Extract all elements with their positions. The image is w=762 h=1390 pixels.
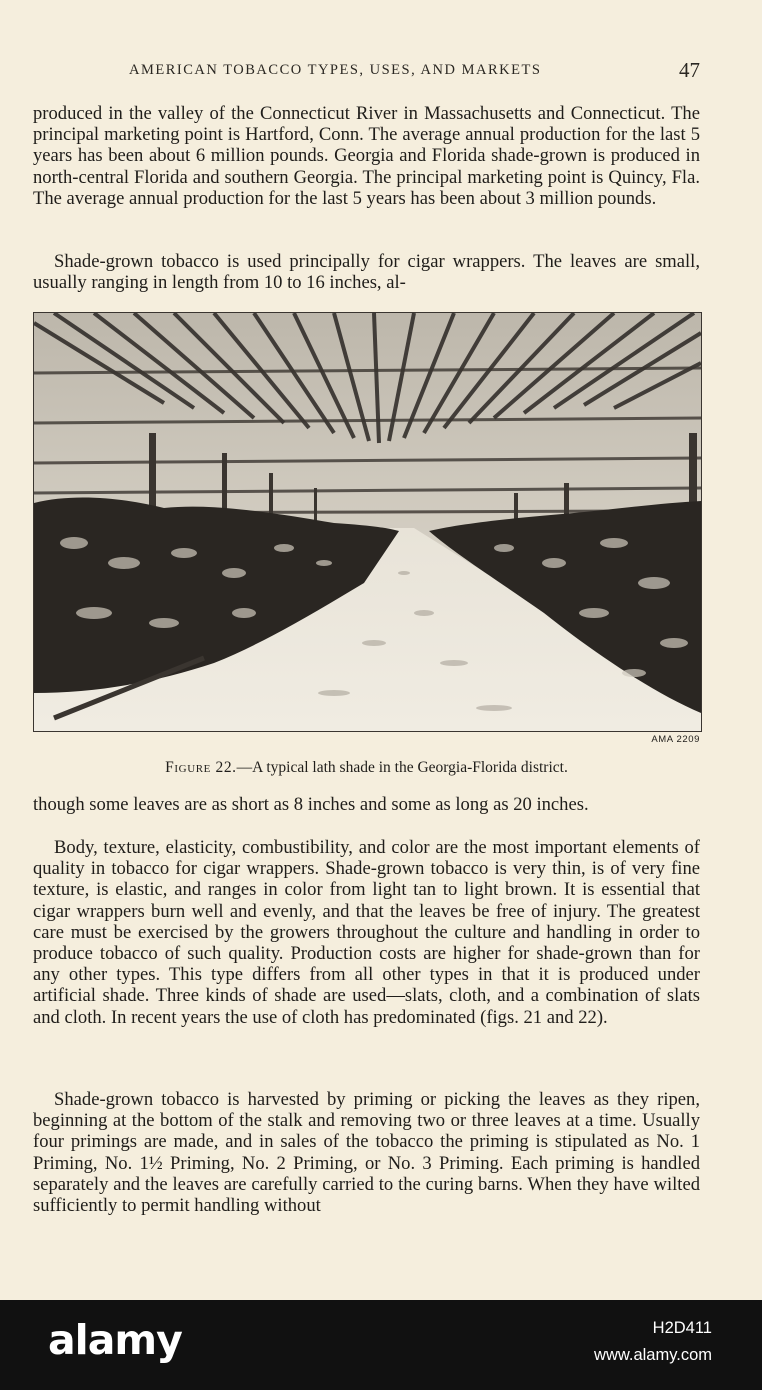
lath-shade-illustration (34, 313, 701, 731)
lath-shade-photograph (33, 312, 702, 732)
page-number: 47 (679, 58, 700, 82)
running-head: AMERICAN TOBACCO TYPES, USES, AND MARKETS (129, 62, 542, 78)
paragraph-harvesting: Shade-grown tobacco is harvested by priming or picking the leaves as they ripen, beginning at the bottom of the stalk and removing two or three leaves at a time. Usually four primings are made, and in sales of the tobacco the priming is stipulated as No. 1 Priming, No. 1½ Priming, No. 2 Priming, or No. 3 Priming. Each priming is handled separately and the leaves are carefully carried to the curing barns. When they have wilted sufficiently to permit handling without (33, 1089, 700, 1217)
paragraph-shade-grown-use: Shade-grown tobacco is used principally for cigar wrappers. The leaves are small, usually ranging in length from 10 to 16 inches, al- (33, 251, 700, 294)
figure-caption-text: —A typical lath shade in the Georgia-Florida district. (236, 759, 568, 776)
alamy-logo: alamy (48, 1316, 182, 1364)
figure-caption (33, 759, 700, 777)
figure-credit: AMA 2209 (651, 734, 700, 745)
figure-label: Figure 22. (165, 759, 237, 776)
site-url: www.alamy.com (594, 1346, 712, 1364)
page-header (33, 58, 700, 82)
paragraph-continuation: produced in the valley of the Connecticut River in Massachusetts and Connecticut. The principal marketing point is Hartford, Conn. The average annual production for the last 5 years has been about 6 million pounds. Georgia and Florida shade-grown is produced in north-central Florida and southern Georgia. The principal marketing point is Quincy, Fla. The average annual production for the last 5 years has been about 3 million pounds. (33, 103, 700, 209)
paragraph-quality-elements: Body, texture, elasticity, combustibility, and color are the most important elements of quality in tobacco for cigar wrappers. Shade-grown tobacco is very thin, is of very fine texture, is elastic, and ranges in color from light tan to light brown. It is essential that cigar wrappers burn well and evenly, and that the leaves be free of injury. The greatest care must be exercised by the growers throughout the culture and handling in order to produce tobacco of such quality. Production costs are higher for shade-grown than for any other types. This type differs from all other types in that it is produced under artificial shade. Three kinds of shade are used—slats, cloth, and a combination of slats and cloth. In recent years the use of cloth has predominated (figs. 21 and 22). (33, 837, 700, 1028)
image-id: H2D411 (652, 1319, 712, 1337)
watermark-footer-bar (0, 1300, 762, 1390)
paragraph-leaf-length: though some leaves are as short as 8 inches and some as long as 20 inches. (33, 794, 589, 815)
